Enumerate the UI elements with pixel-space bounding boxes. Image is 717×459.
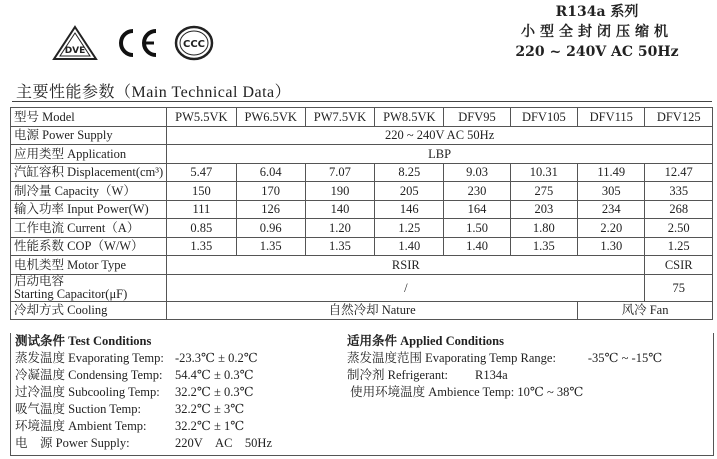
table-cell: 8.25 — [375, 163, 444, 182]
model-cell: PW7.5VK — [305, 108, 374, 127]
table-cell: 126 — [236, 200, 305, 219]
series-subtitle: 小型全封闭压缩机 — [521, 24, 673, 40]
table-cell: 234 — [578, 200, 645, 219]
list-item: 电 源 Power Supply: 220V AC 50Hz — [15, 436, 272, 450]
spec-table — [10, 107, 713, 320]
table-cell: 111 — [167, 200, 236, 219]
table-cell: 0.85 — [167, 219, 236, 238]
test-conditions — [15, 333, 272, 452]
list-item: 冷凝温度 Condensing Temp: 54.4℃ ± 0.3℃ — [15, 368, 254, 382]
table-cell: 150 — [167, 182, 236, 201]
row-label: 制冷量 Capacity（W） — [11, 182, 167, 201]
model-cell: DFV115 — [578, 108, 645, 127]
power-value: 220 ~ 240V AC 50Hz — [167, 126, 713, 145]
table-cell: 305 — [578, 182, 645, 201]
table-row-model — [11, 108, 713, 127]
cooling-nature: 自然冷却 Nature — [167, 301, 578, 320]
table-row-application — [11, 145, 713, 164]
table-cell: 275 — [510, 182, 577, 201]
capacitor-label-en: Starting Capacitor(μF) — [14, 286, 128, 301]
table-cell: 6.04 — [236, 163, 305, 182]
list-item: 蒸发温度 Evaporating Temp: -23.3℃ ± 0.2℃ — [15, 351, 258, 365]
ccc-logo — [174, 25, 214, 61]
list-item: 吸气温度 Suction Temp: 32.2℃ ± 3℃ — [15, 402, 245, 416]
table-cell: 1.80 — [510, 219, 577, 238]
series-title-block — [487, 2, 707, 62]
motor-csir: CSIR — [645, 256, 713, 275]
table-cell: 1.20 — [305, 219, 374, 238]
table-cell: 1.25 — [645, 237, 713, 256]
list-item: 过冷温度 Subcooling Temp: 32.2℃ ± 0.3℃ — [15, 385, 254, 399]
table-cell: 1.35 — [305, 237, 374, 256]
table-row-cooling — [11, 301, 713, 320]
list-item: 制冷剂 Refrigerant: R134a — [347, 368, 508, 382]
row-label: 应用类型 Application — [11, 145, 167, 164]
test-conditions-title: 测试条件 Test Conditions — [15, 334, 152, 348]
model-cell: DFV125 — [645, 108, 713, 127]
table-cell: 164 — [444, 200, 510, 219]
table-cell: 146 — [375, 200, 444, 219]
table-cell: 0.96 — [236, 219, 305, 238]
table-cell: 2.20 — [578, 219, 645, 238]
capacitor-label-cn: 启动电容 — [14, 273, 65, 288]
table-cell: 1.25 — [375, 219, 444, 238]
row-label: 冷却方式 Cooling — [11, 301, 167, 320]
table-cell: 2.50 — [645, 219, 713, 238]
motor-rsir: RSIR — [167, 256, 645, 275]
row-label: 性能系数 COP（W/W） — [11, 237, 167, 256]
row-label: 电源 Power Supply — [11, 126, 167, 145]
table-cell: 205 — [375, 182, 444, 201]
application-value: LBP — [167, 145, 713, 164]
table-cell: 203 — [510, 200, 577, 219]
heading-divider — [12, 101, 712, 102]
table-row-capacitor — [11, 274, 713, 301]
row-label: 型号 Model — [11, 108, 167, 127]
capacitor-none: / — [167, 274, 645, 301]
table-cell: 268 — [645, 200, 713, 219]
svg-text:DVE: DVE — [64, 46, 86, 56]
row-label: 输入功率 Input Power(W) — [11, 200, 167, 219]
series-voltage: 220 ~ 240V AC 50Hz — [515, 44, 679, 60]
svg-text:CCC: CCC — [182, 39, 206, 50]
table-row-cop — [11, 237, 713, 256]
table-cell: 1.35 — [236, 237, 305, 256]
row-label: 电机类型 Motor Type — [11, 256, 167, 275]
table-row-current — [11, 219, 713, 238]
applied-conditions-title: 适用条件 Applied Conditions — [347, 334, 504, 348]
table-row-capacity — [11, 182, 713, 201]
table-cell: 1.50 — [444, 219, 510, 238]
table-row-power — [11, 126, 713, 145]
table-cell: 10.31 — [510, 163, 577, 182]
applied-conditions — [347, 333, 662, 401]
model-cell: DFV95 — [444, 108, 510, 127]
conditions-panel — [10, 333, 714, 456]
cooling-fan: 风冷 Fan — [578, 301, 713, 320]
row-label: 工作电流 Current（A） — [11, 219, 167, 238]
ce-mark — [112, 25, 160, 61]
series-title: R134a 系列 — [555, 4, 639, 20]
table-cell: 1.40 — [444, 237, 510, 256]
table-row-displacement — [11, 163, 713, 182]
table-cell: 140 — [305, 200, 374, 219]
capacitor-value: 75 — [645, 274, 713, 301]
table-row-motor — [11, 256, 713, 275]
table-cell: 7.07 — [305, 163, 374, 182]
vde-logo — [52, 25, 98, 61]
table-cell: 12.47 — [645, 163, 713, 182]
list-item: 使用环境温度 Ambience Temp: 10℃ ~ 38℃ — [350, 385, 584, 399]
table-cell: 9.03 — [444, 163, 510, 182]
table-cell: 335 — [645, 182, 713, 201]
model-cell: PW5.5VK — [167, 108, 236, 127]
table-cell: 230 — [444, 182, 510, 201]
list-item: 蒸发温度范围 Evaporating Temp Range: -35℃ ~ -15℃ — [347, 351, 663, 365]
table-cell: 1.30 — [578, 237, 645, 256]
model-cell: PW8.5VK — [375, 108, 444, 127]
section-heading: 主要性能参数（Main Technical Data） — [16, 84, 292, 101]
table-row-input-power — [11, 200, 713, 219]
list-item: 环境温度 Ambient Temp: 32.2℃ ± 1℃ — [15, 419, 245, 433]
row-label — [11, 274, 167, 301]
table-cell: 190 — [305, 182, 374, 201]
row-label: 汽缸容积 Displacement(cm³) — [11, 163, 167, 182]
certification-logos — [52, 25, 214, 61]
table-cell: 11.49 — [578, 163, 645, 182]
model-cell: DFV105 — [510, 108, 577, 127]
table-cell: 5.47 — [167, 163, 236, 182]
table-cell: 170 — [236, 182, 305, 201]
table-cell: 1.35 — [167, 237, 236, 256]
table-cell: 1.40 — [375, 237, 444, 256]
table-cell: 1.35 — [510, 237, 577, 256]
model-cell: PW6.5VK — [236, 108, 305, 127]
